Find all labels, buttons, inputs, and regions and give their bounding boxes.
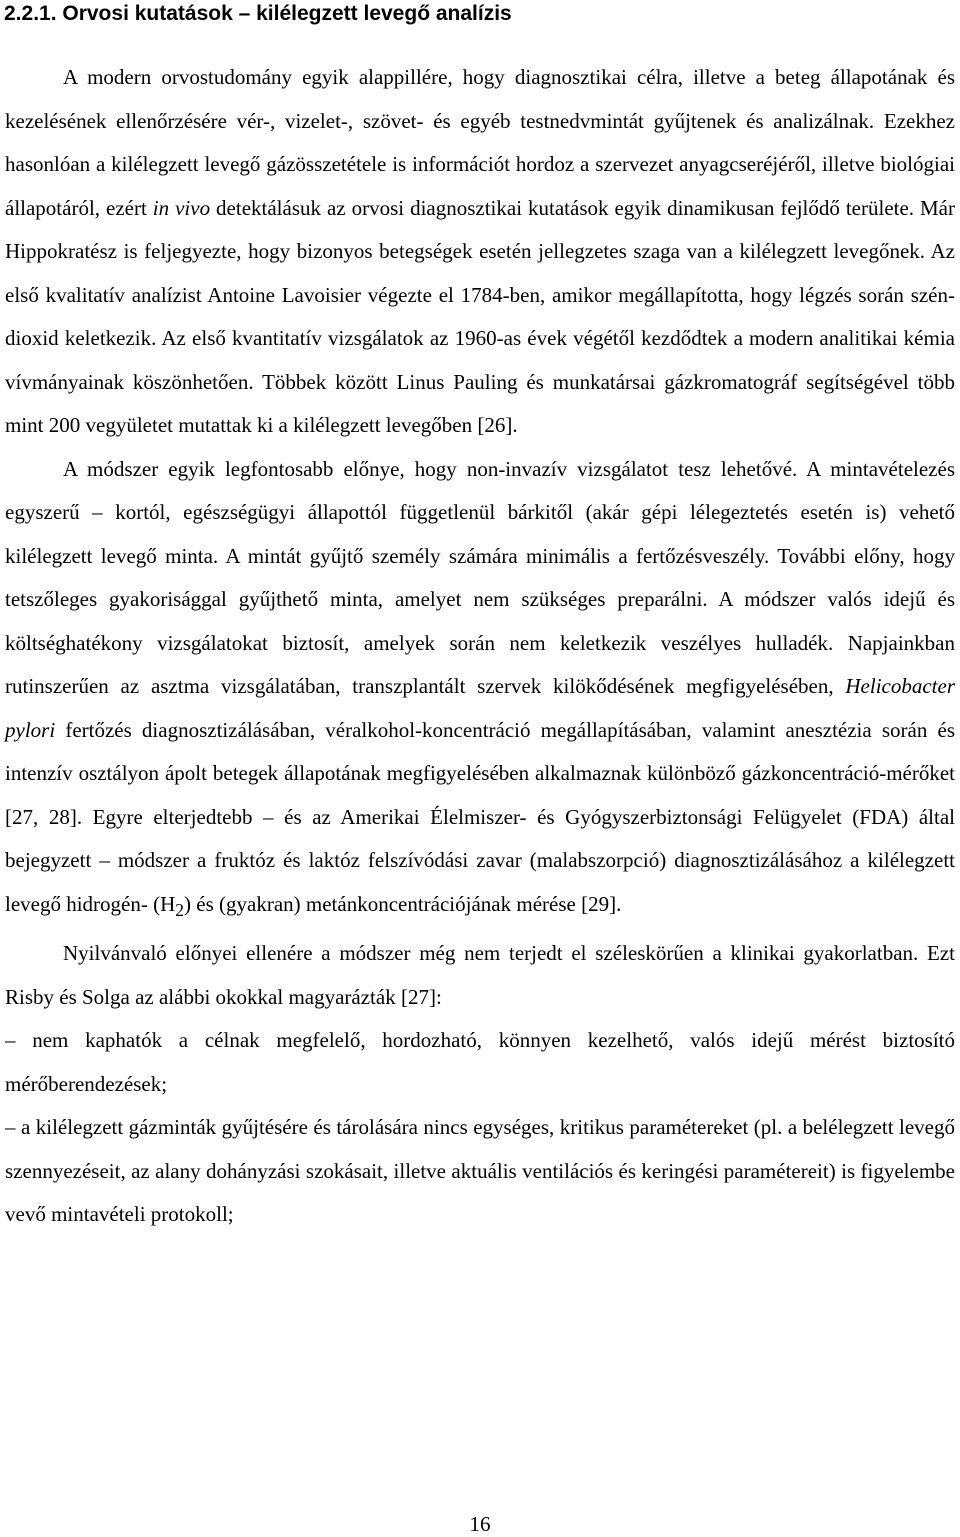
body-text xyxy=(5,56,955,1237)
paragraph-2 xyxy=(5,448,955,933)
paragraph-1 xyxy=(5,56,955,448)
page-number: 16 xyxy=(469,1512,491,1536)
paragraph-2-italic-term: Helicobacter pylori xyxy=(5,674,955,742)
hydrogen-subscript: 2 xyxy=(175,899,185,920)
paragraph-1-part-b: detektálásuk az orvosi diagnosztikai kutatások egyik dinamikusan fejlődő területe. Már Hippokratész is feljegyezte, hogy bizonyos betegségek esetén jellegzetes szaga van a kilélegzett levegőnek. Az első kvalitatív analízist Antoine Lavoisier végezte el 1784-ben, amikor megállapította, hogy légzés során szén-dioxid keletkezik. Az első kvantitatív vizsgálatok az 1960-as évek végétől kezdődtek a modern analitikai kémia vívmányainak köszönhetően. Többek között Linus Pauling és munkatársai gázkromatográf segítségével több mint 200 vegyületet mutattak ki a kilélegzett levegőben [26]. xyxy=(5,195,955,437)
paragraph-2-part-a: A módszer egyik legfontosabb előnye, hogy non-invazív vizsgálatot tesz lehetővé. A mintavételezés egyszerű – kortól, egészségügyi állapottól függetlenül bárkitől (akár gépi lélegeztetés esetén is) vehető kilélegzett levegő minta. A mintát gyűjtő személy számára minimális a fertőzésveszély. További előny, hogy tetszőleges gyakorisággal gyűjthető minta, amelyet nem szükséges preparálni. A módszer valós idejű és költséghatékony vizsgálatokat biztosít, amelyek során nem keletkezik veszélyes hulladék. Napjainkban rutinszerűen az asztma vizsgálatában, transzplantált szervek kilökődésének megfigyelésében, xyxy=(5,456,955,698)
section-heading: 2.2.1. Orvosi kutatások – kilélegzett levegő analízis xyxy=(4,2,512,25)
paragraph-1-part-a: A modern orvostudomány egyik alappillére, hogy diagnosztikai célra, illetve a beteg állapotának és kezelésének ellenőrzésére vér-, vizelet-, szövet- és egyéb testnedvmintát gyűjtenek és analizálnak. Ezekhez hasonlóan a kilélegzett levegő gázösszetétele is információt hordoz a szervezet anyagcseréjéről, illetve biológiai állapotáról, ezért xyxy=(5,65,955,220)
paragraph-2-part-c: ) és (gyakran) metánkoncentrációjának mérése [29]. xyxy=(184,891,622,916)
paragraph-1-italic-term: in vivo xyxy=(152,195,211,220)
paragraph-2-part-b: fertőzés diagnosztizálásában, véralkohol-koncentráció megállapításában, valamint anesztézia során és intenzív osztályon ápolt betegek állapotának megfigyelésében alkalmaznak különböző gázkoncentráció-mérőket [27, 28]. Egyre elterjedtebb – és az Amerikai Élelmiszer- és Gyógyszerbiztonsági Felügyelet (FDA) által bejegyzett – módszer a fruktóz és laktóz felszívódási zavar (malabszorpció) diagnosztizálásához a kilélegzett levegő hidrogén- (H xyxy=(5,717,955,916)
list-item-1: – nem kaphatók a célnak megfelelő, hordozható, könnyen kezelhető, valós idejű mérést biztosító mérőberendezések; xyxy=(5,1028,955,1096)
list-item-2: – a kilélegzett gázminták gyűjtésére és tárolására nincs egységes, kritikus paramétereket (pl. a belélegzett levegő szennyezéseit, az alany dohányzási szokásait, illetve aktuális ventilációs és keringési paramétereit) is figyelembe vevő mintavételi protokoll; xyxy=(5,1115,955,1227)
paragraph-3: Nyilvánvaló előnyei ellenére a módszer még nem terjedt el széleskörűen a klinikai gyakorlatban. Ezt Risby és Solga az alábbi okokkal magyarázták [27]: xyxy=(5,941,955,1009)
